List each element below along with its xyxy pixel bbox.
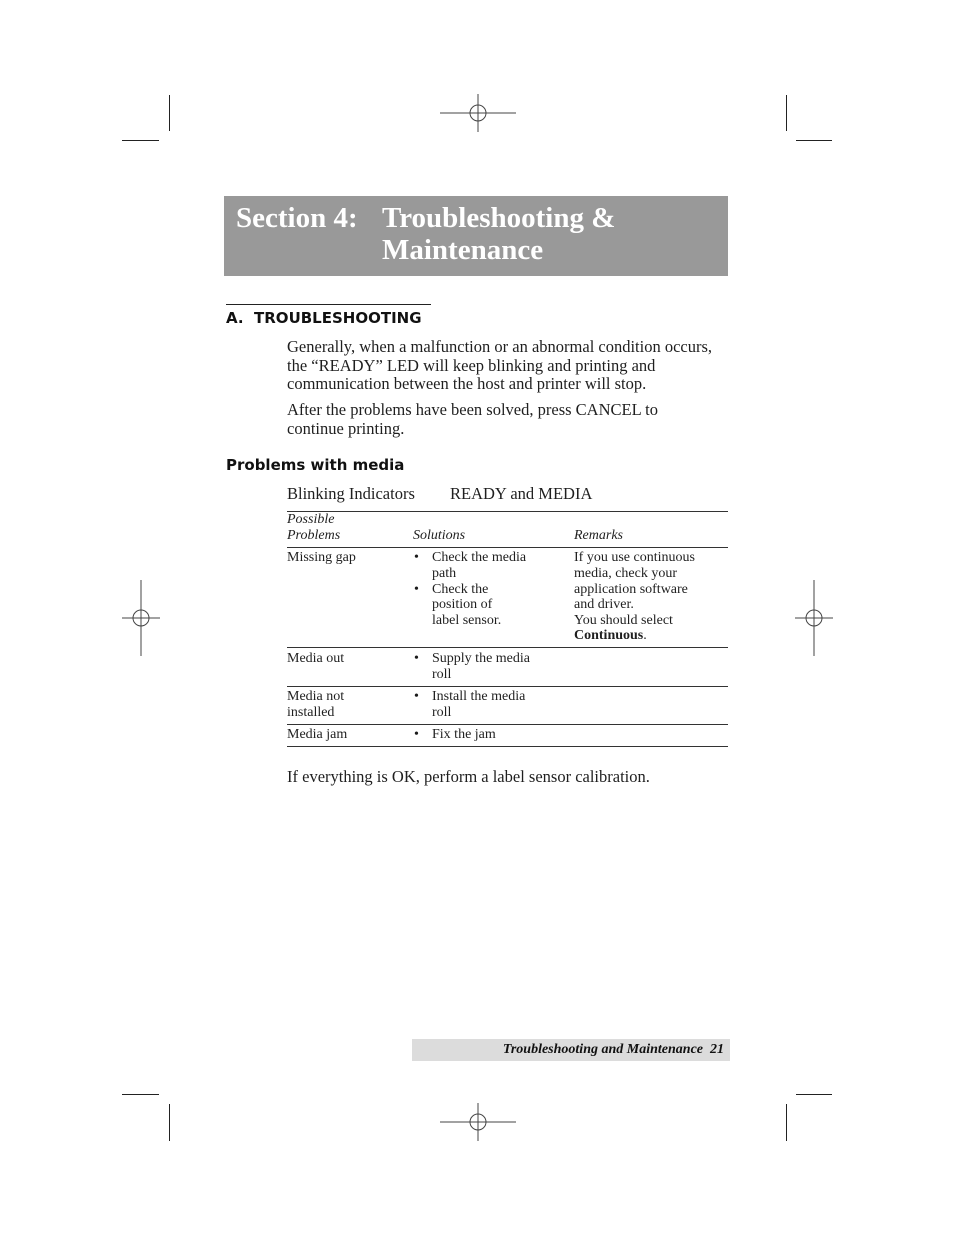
crop-mark bbox=[169, 1104, 170, 1141]
bullet: • bbox=[414, 582, 419, 597]
solution-line: position of bbox=[432, 597, 493, 612]
row-problem: Missing gap bbox=[287, 550, 356, 565]
table-row-rule bbox=[287, 724, 728, 725]
crop-mark bbox=[796, 1094, 832, 1095]
media-heading: Problems with media bbox=[226, 456, 405, 474]
page-footer bbox=[412, 1039, 730, 1061]
table-top-rule bbox=[287, 511, 728, 512]
solution-line: roll bbox=[432, 705, 452, 720]
section-number: Section 4: bbox=[236, 202, 358, 234]
cancel-paragraph: After the problems have been solved, press CANCEL to continue printing. bbox=[287, 400, 659, 438]
footer-title: Troubleshooting and Maintenance bbox=[502, 1042, 703, 1057]
blink-value: READY and MEDIA bbox=[450, 484, 593, 503]
registration-mark-right bbox=[795, 580, 833, 656]
section-title-line2: Maintenance bbox=[382, 234, 544, 266]
solution-line: Supply the media bbox=[432, 651, 530, 666]
remark-bold: Continuous bbox=[574, 628, 644, 643]
section-title-line1: Troubleshooting & bbox=[382, 202, 616, 234]
solution-line: Check the media bbox=[432, 550, 527, 565]
remark-end: . bbox=[643, 628, 647, 643]
row-problem: Media jam bbox=[287, 727, 348, 742]
remark-line: You should select bbox=[574, 613, 673, 628]
row-problem: Media out bbox=[287, 651, 345, 666]
header-solutions: Solutions bbox=[413, 528, 466, 543]
crop-mark bbox=[786, 95, 787, 131]
footer-text bbox=[503, 1042, 724, 1058]
header-problems-l1: Possible bbox=[287, 512, 335, 527]
crop-mark bbox=[122, 1094, 159, 1095]
intro-paragraph: Generally, when a malfunction or an abnormal condition occurs, the “READY” LED will keep blinking and printing and communication between the host and printer will stop. bbox=[287, 337, 713, 393]
solution-line: roll bbox=[432, 667, 452, 682]
crop-mark bbox=[786, 1104, 787, 1141]
bullet: • bbox=[414, 689, 419, 704]
solution-line: label sensor. bbox=[432, 613, 502, 628]
bullet: • bbox=[414, 550, 419, 565]
registration-mark-top bbox=[440, 94, 516, 132]
bullet: • bbox=[414, 727, 419, 742]
table-bottom-rule bbox=[287, 746, 728, 747]
remark-line: and driver. bbox=[574, 597, 634, 612]
header-remarks: Remarks bbox=[574, 528, 623, 543]
table-header-rule bbox=[287, 547, 728, 548]
remark-line: If you use continuous bbox=[574, 550, 695, 565]
page-number: 21 bbox=[710, 1042, 724, 1057]
header-problems-l2: Problems bbox=[287, 528, 341, 543]
row-problem: Media not bbox=[287, 689, 345, 704]
troubleshooting-heading: A. TROUBLESHOOTING bbox=[226, 309, 422, 327]
row-problem: installed bbox=[287, 705, 335, 720]
crop-mark bbox=[122, 140, 159, 141]
registration-mark-left bbox=[122, 580, 160, 656]
solution-line: Install the media bbox=[432, 689, 526, 704]
solution-line: Check the bbox=[432, 582, 489, 597]
table-row-rule bbox=[287, 647, 728, 648]
crop-mark bbox=[796, 140, 832, 141]
remark-line: application software bbox=[574, 582, 688, 597]
blink-label: Blinking Indicators bbox=[287, 484, 415, 503]
closing-paragraph: If everything is OK, perform a label sensor calibration. bbox=[287, 767, 650, 786]
crop-mark bbox=[169, 95, 170, 131]
solution-line: Fix the jam bbox=[432, 727, 496, 742]
remark-line: media, check your bbox=[574, 566, 678, 581]
heading-rule bbox=[226, 304, 431, 305]
solution-line: path bbox=[432, 566, 457, 581]
table-row-rule bbox=[287, 686, 728, 687]
bullet: • bbox=[414, 651, 419, 666]
section-banner bbox=[224, 196, 728, 276]
remark-line bbox=[574, 628, 647, 644]
registration-mark-bottom bbox=[440, 1103, 516, 1141]
